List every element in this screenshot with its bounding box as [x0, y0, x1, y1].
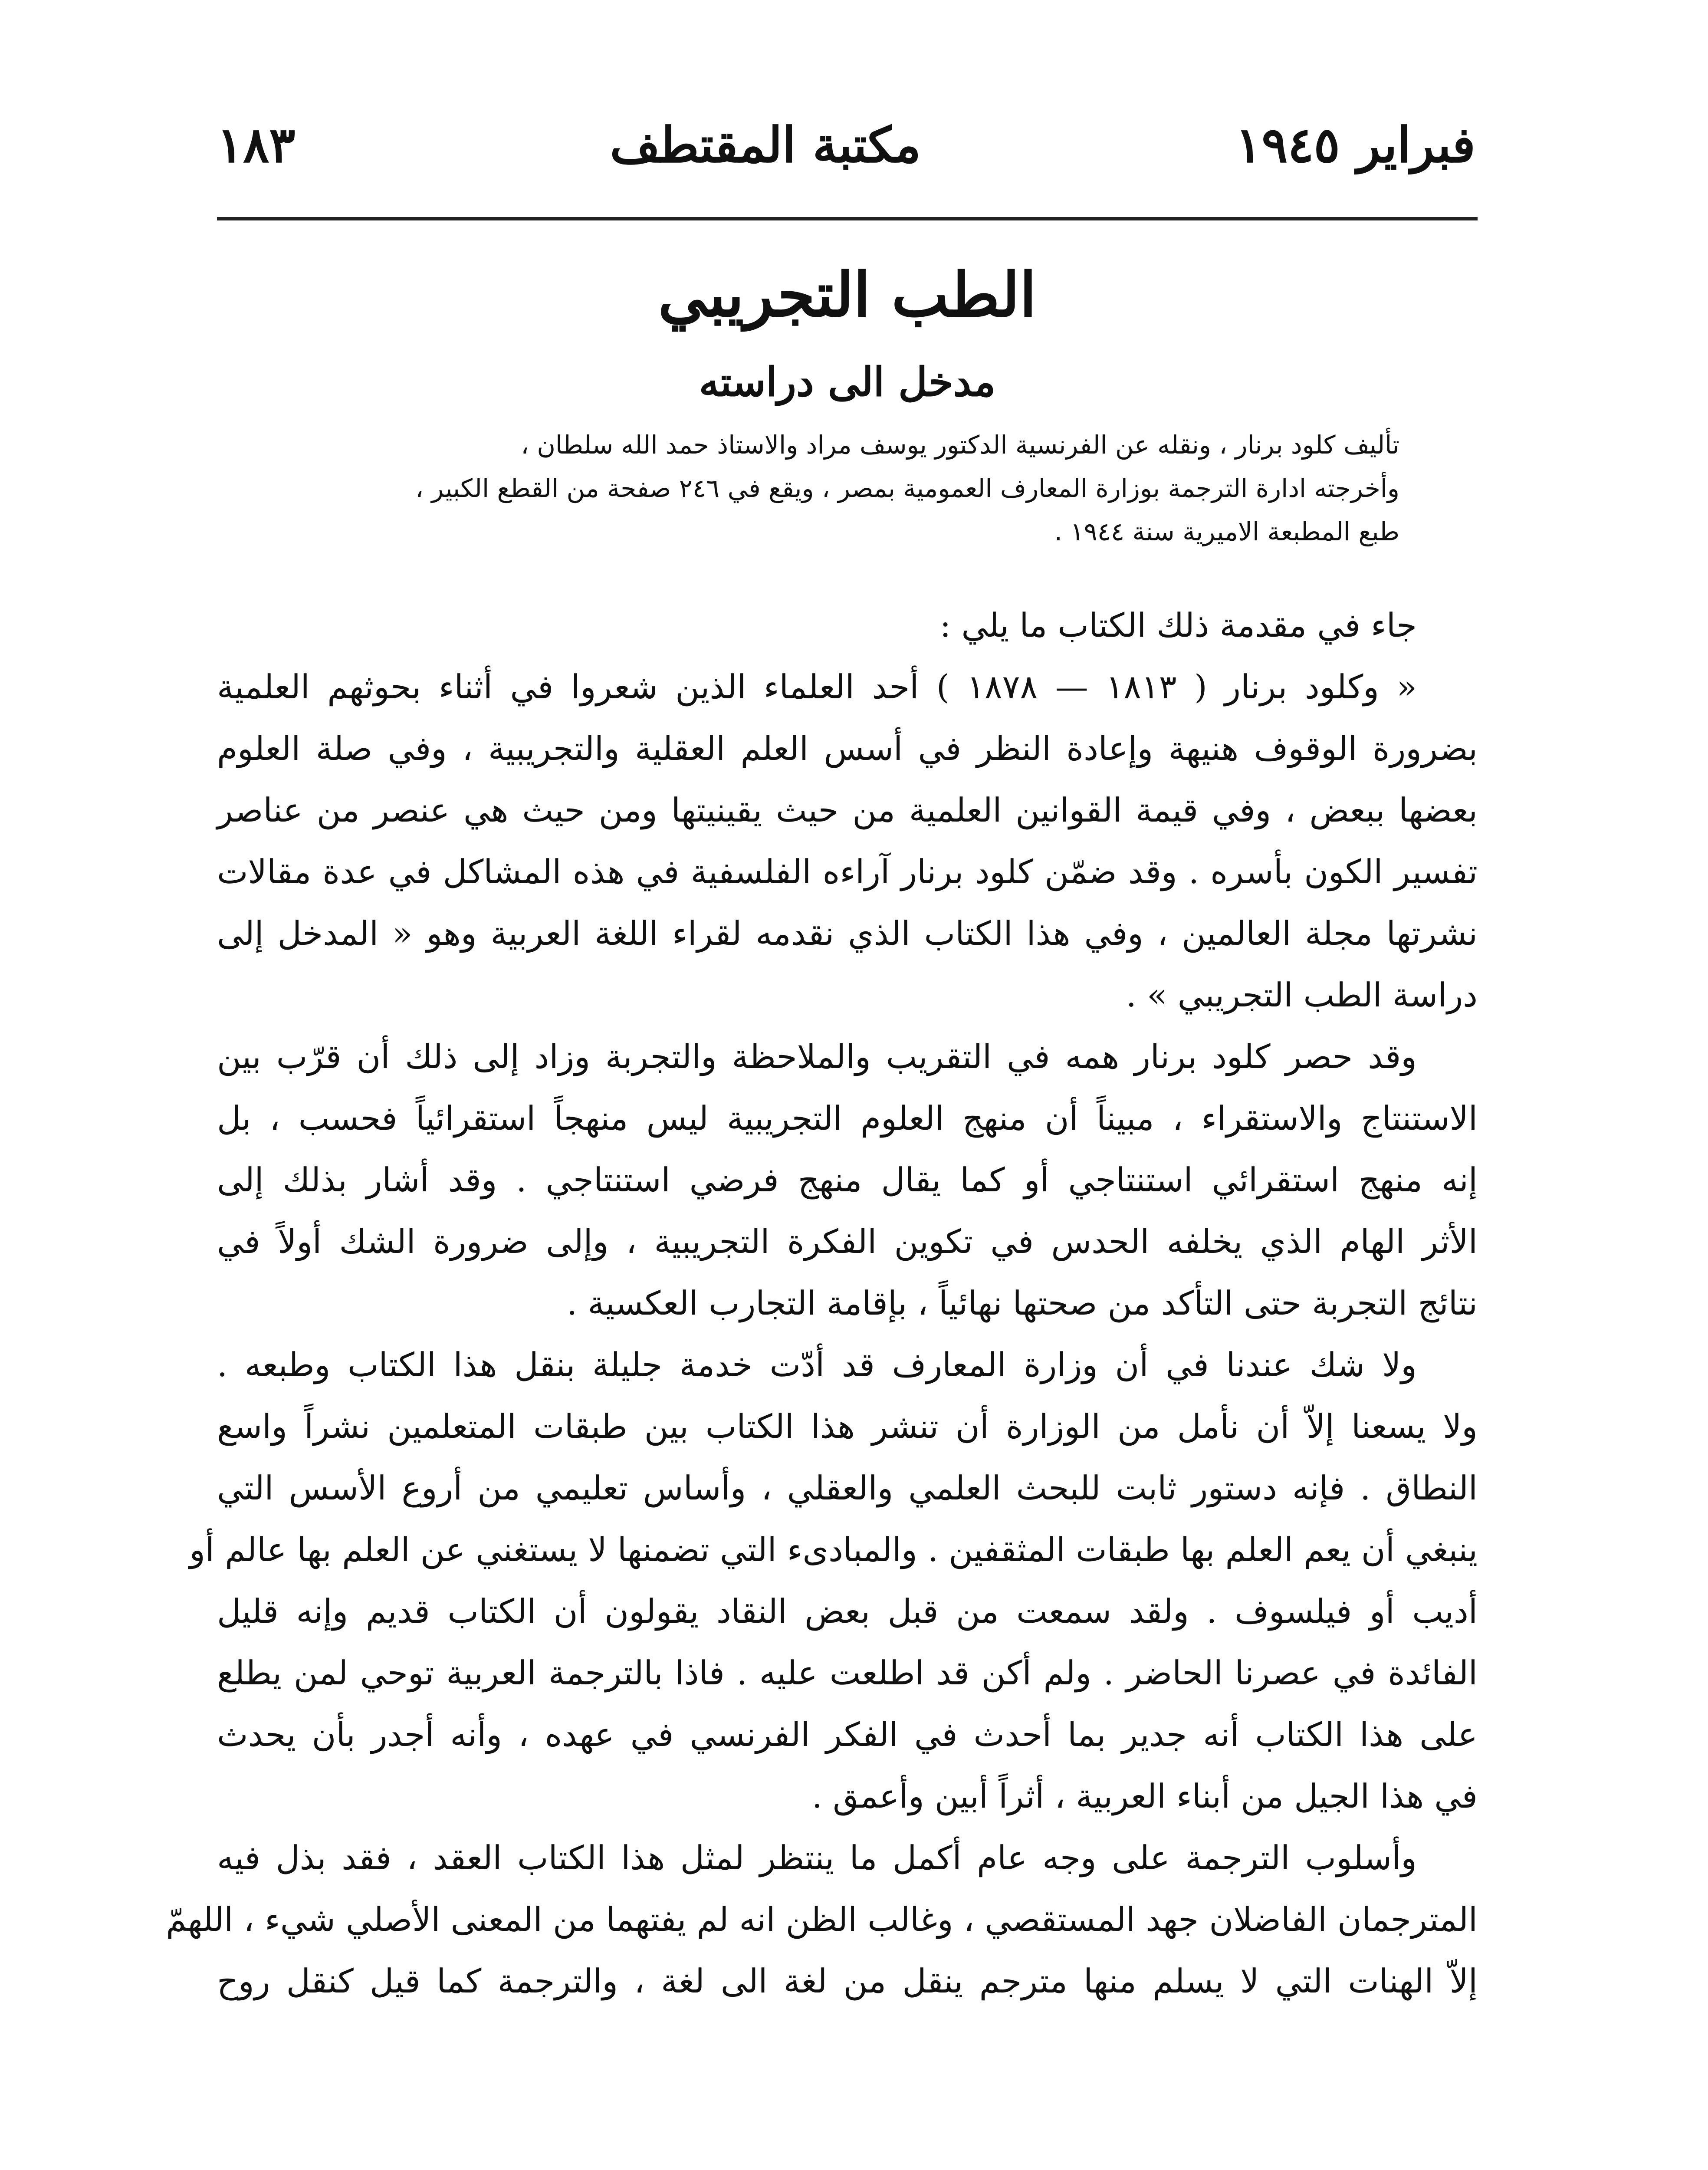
bibliographic-note	[217, 423, 1478, 610]
article-body	[166, 595, 1478, 2170]
text-line: أديب أو فيلسوف . ولقد سمعت من قبل بعض النقاد يقولون أن الكتاب قديم وإنه قليل	[217, 1592, 1478, 1631]
text-line: إنه منهج استقرائي استنتاجي أو كما يقال منهج فرضي استنتاجي . وقد أشار بذلك إلى	[217, 1161, 1478, 1199]
text-line: دراسة الطب التجريبي » .	[1126, 976, 1478, 1014]
text-line: النطاق . فإنه دستور ثابت للبحث العلمي والعقلي ، وأساس تعليمي من أروع الأسس التي	[217, 1469, 1478, 1507]
text-line: الفائدة في عصرنا الحاضر . ولم أكن قد اطلعت عليه . فاذا بالترجمة العربية توحي لمن يطلع	[217, 1654, 1478, 1692]
article-subtitle: مدخل الى دراسته	[699, 358, 996, 405]
text-line: ولا شك عندنا في أن وزارة المعارف قد أدّت خدمة جليلة بنقل هذا الكتاب وطبعه .	[217, 1345, 1417, 1384]
paragraph-ministry	[189, 1334, 1478, 1827]
paragraph-method	[217, 1026, 1478, 1334]
text-line: إلاّ الهنات التي لا يسلم منها مترجم ينقل من لغة الى لغة ، والترجمة كما قيل كنقل روح	[217, 1962, 1478, 2000]
article-title: الطب التجريبي	[658, 260, 1037, 331]
header-section-title: مكتبة المقتطف	[610, 117, 921, 174]
text-line: ولا يسعنا إلاّ أن نأمل من الوزارة أن تنشر هذا الكتاب بين طبقات المتعلمين نشراً واسع	[217, 1407, 1478, 1446]
text-line: الأثر الهام الذي يخلفه الحدس في تكوين الفكرة التجريبية ، وإلى ضرورة الشك أولاً في	[217, 1222, 1478, 1261]
bibliographic-line: تأليف كلود برنار ، ونقله عن الفرنسية الدكتور يوسف مراد والاستاذ حمد الله سلطان ،	[521, 430, 1399, 460]
text-line: بعضها ببعض ، وفي قيمة القوانين العلمية من حيث يقينيتها ومن حيث هي عنصر من عناصر	[217, 791, 1478, 829]
text-line: « وكلود برنار ( ١٨١٣ — ١٨٧٨ ) أحد العلماء الذين شعروا في أثناء بحوثهم العلمية	[217, 667, 1417, 706]
text-line: تفسير الكون بأسره . وقد ضمّن كلود برنار آراءه الفلسفية في هذه المشاكل في عدة مقالات	[217, 852, 1478, 891]
text-line: جاء في مقدمة ذلك الكتاب ما يلي :	[939, 606, 1417, 644]
text-line: نتائج التجربة حتى التأكد من صحتها نهائياً ، بإقامة التجارب العكسية .	[567, 1284, 1478, 1322]
text-line: المترجمان الفاضلان جهد المستقصي ، وغالب الظن انه لم يفتهما من المعنى الأصلي شيء ، اللهمّ	[166, 1900, 1478, 1939]
paragraph-intro	[217, 595, 1478, 656]
bibliographic-line: طبع المطبعة الاميرية سنة ١٩٤٤ .	[1054, 517, 1399, 546]
paragraph-translation-style	[166, 1827, 1478, 2012]
text-line: ينبغي أن يعم العلم بها طبقات المثقفين . والمبادىء التي تضمنها لا يستغني عن العلم بها عالم أو	[189, 1530, 1478, 1569]
text-line: الاستنتاج والاستقراء ، مبيناً أن منهج العلوم التجريبية ليس منهجاً استقرائياً فحسب ، بل	[217, 1099, 1478, 1138]
header-date: فبراير ١٩٤٥	[1235, 117, 1475, 174]
text-line: في هذا الجيل من أبناء العربية ، أثراً أبين وأعمق .	[811, 1777, 1478, 1815]
text-line: نشرتها مجلة العالمين ، وفي هذا الكتاب الذي نقدمه لقراء اللغة العربية وهو « المدخل إلى	[217, 914, 1478, 953]
running-header	[217, 102, 1475, 189]
bibliographic-line: وأخرجته ادارة الترجمة بوزارة المعارف العمومية بمصر ، ويقع في ٢٤٦ صفحة من القطع الكبير ،	[415, 473, 1399, 503]
text-line: على هذا الكتاب أنه جدير بما أحدث في الفكر الفرنسي في عهده ، وأنه أجدر بأن يحدث	[217, 1715, 1478, 1754]
header-page-number: ١٨٣	[217, 117, 296, 174]
text-line: وقد حصر كلود برنار همه في التقريب والملاحظة والتجربة وزاد إلى ذلك أن قرّب بين	[217, 1037, 1417, 1076]
paragraph-quote	[217, 656, 1478, 1026]
text-line: وأسلوب الترجمة على وجه عام أكمل ما ينتظر لمثل هذا الكتاب العقد ، فقد بذل فيه	[217, 1838, 1417, 1877]
text-line: بضرورة الوقوف هنيهة وإعادة النظر في أسس العلم العقلية والتجريبية ، وفي صلة العلوم	[217, 729, 1478, 768]
header-rule	[217, 217, 1478, 220]
